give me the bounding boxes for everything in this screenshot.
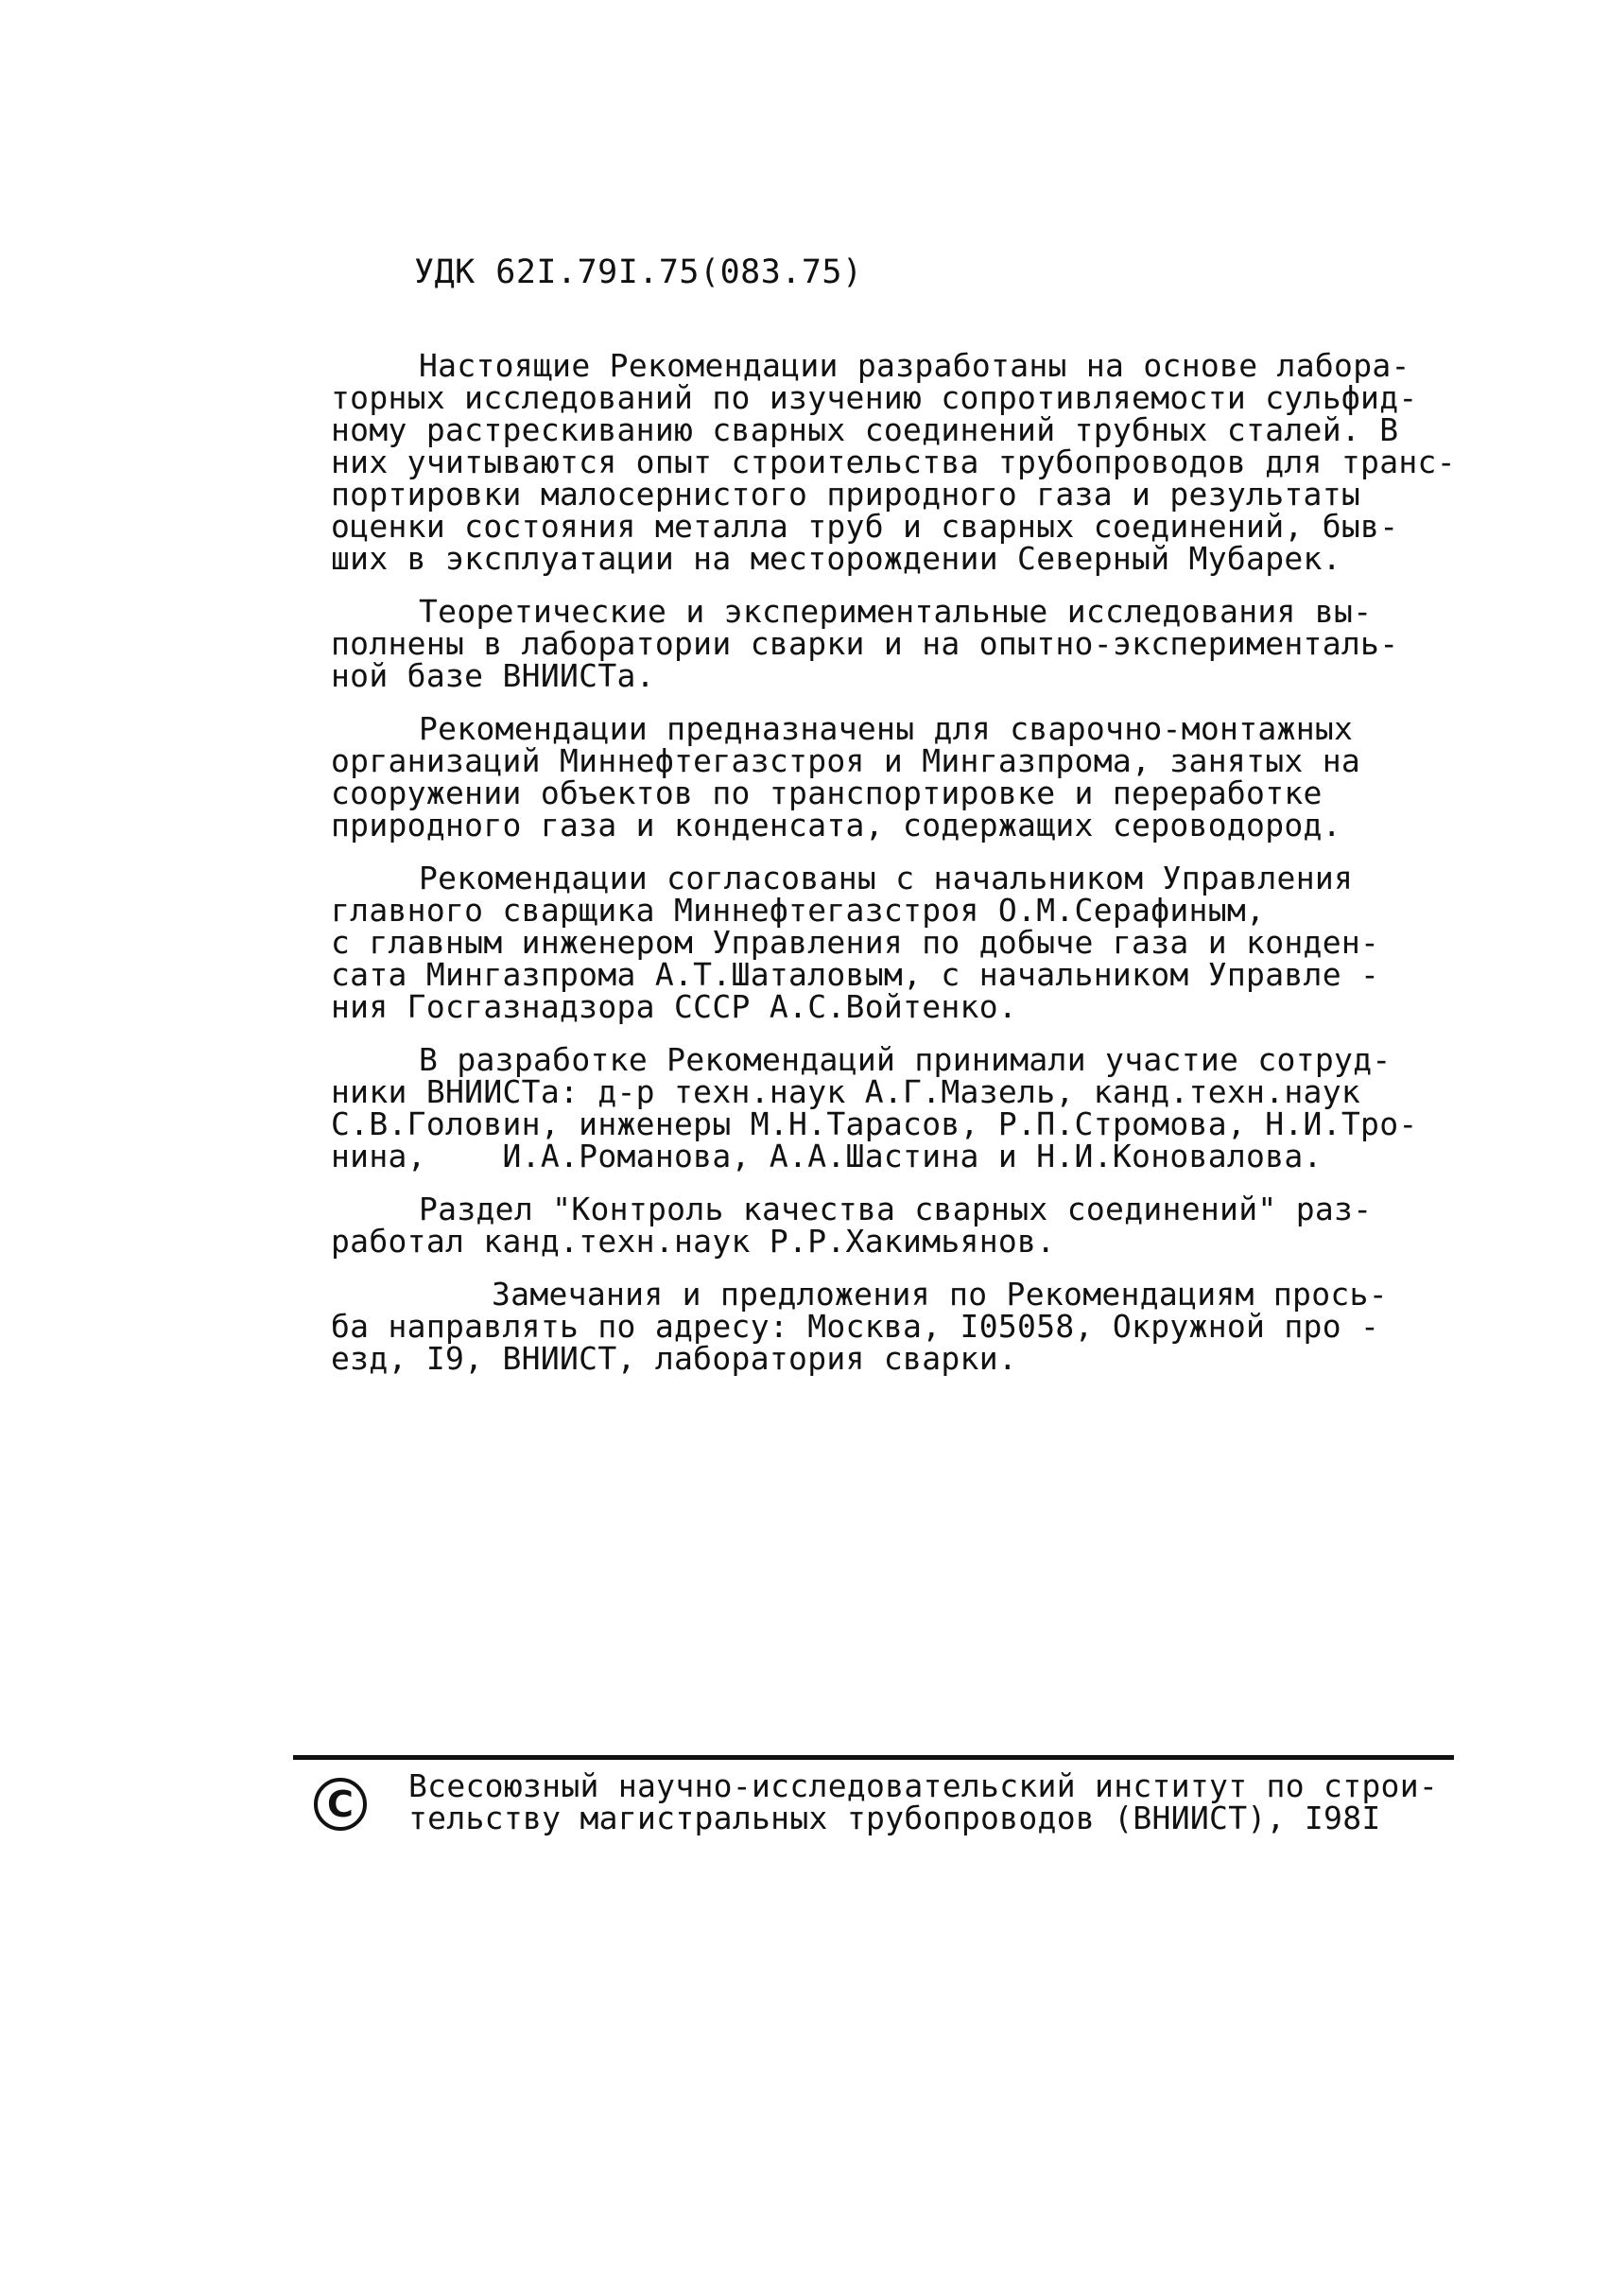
paragraph-line: В разработке Рекомендаций принимали участие сотруд- xyxy=(419,1041,1392,1078)
paragraph-research xyxy=(331,593,1446,694)
paragraph-line: полнены в лаборатории сварки и на опытно-эксперименталь- xyxy=(331,625,1399,662)
copyright-line: тельству магистральных трубопроводов (ВНИИСТ), I98I xyxy=(408,1800,1381,1836)
paragraph-line: них учитываются опыт строительства трубопроводов для транс- xyxy=(331,444,1456,480)
paragraph-line: портировки малосернистого природного газа и результаты xyxy=(331,476,1361,513)
paragraph-line: природного газа и конденсата, содержащих сероводород. xyxy=(331,807,1341,844)
paragraph-line: оценки состояния металла труб и сварных соединений, быв- xyxy=(331,508,1399,545)
paragraph-line: главного сварщика Миннефтегазстроя О.М.Серафиным, xyxy=(331,892,1266,929)
paragraph-section-author xyxy=(331,1193,1446,1258)
paragraph-approval xyxy=(331,862,1446,1023)
paragraph-line: Замечания и предложения по Рекомендациям прось- xyxy=(492,1276,1388,1313)
paragraph-line: ной базе ВНИИСТа. xyxy=(331,657,655,694)
udk-code: УДК 62I.79I.75(083.75) xyxy=(414,253,863,291)
paragraph-line: организаций Миннефтегазстроя и Мингазпрома, занятых на xyxy=(331,742,1361,779)
paragraph-purpose xyxy=(331,710,1446,844)
paragraph-contributors xyxy=(331,1041,1446,1174)
copyright-icon: C xyxy=(314,1778,367,1831)
paragraph-line: ники ВНИИСТа: д-р техн.наук А.Г.Мазель, канд.техн.наук xyxy=(331,1073,1361,1110)
paragraph-feedback xyxy=(331,1278,1446,1375)
paragraph-line: сата Мингазпрома А.Т.Шаталовым, с начальником Управле - xyxy=(331,956,1380,993)
paragraph-line: ному растрескиванию сварных соединений трубных сталей. В xyxy=(331,411,1399,448)
paragraph-line: ба направлять по адресу: Москва, I05058, Окружной про - xyxy=(331,1308,1380,1345)
paragraph-line: Рекомендации согласованы с начальником Управления xyxy=(419,860,1354,896)
paragraph-line: Рекомендации предназначены для сварочно-монтажных xyxy=(419,710,1354,747)
paragraph-line: езд, I9, ВНИИСТ, лаборатория сварки. xyxy=(331,1340,1018,1377)
paragraph-line: ших в эксплуатации на месторождении Северный Мубарек. xyxy=(331,540,1341,577)
paragraph-intro xyxy=(331,347,1456,577)
footer-divider xyxy=(293,1755,1454,1760)
copyright-notice xyxy=(408,1767,1458,1836)
paragraph-line: Настоящие Рекомендации разработаны на основе лабора- xyxy=(419,347,1410,384)
paragraph-line: Раздел "Контроль качества сварных соединений" раз- xyxy=(419,1191,1373,1227)
paragraph-line: с главным инженером Управления по добыче газа и конден- xyxy=(331,924,1380,961)
paragraph-line: нина, И.А.Романова, А.А.Шастина и Н.И.Коновалова. xyxy=(331,1138,1323,1174)
copyright-line: Всесоюзный научно-исследовательский институт по строи- xyxy=(408,1767,1439,1804)
paragraph-line: Теоретические и экспериментальные исследования вы- xyxy=(419,593,1373,630)
paragraph-line: торных исследований по изучению сопротивляемости сульфид- xyxy=(331,379,1418,416)
paragraph-line: работал канд.техн.наук Р.Р.Хакимьянов. xyxy=(331,1223,1056,1260)
paragraph-line: ния Госгазнадзора СССР А.С.Войтенко. xyxy=(331,988,1018,1025)
body-text xyxy=(331,347,1456,1396)
paragraph-line: сооружении объектов по транспортировке и переработке xyxy=(331,774,1323,811)
paragraph-line: С.В.Головин, инженеры М.Н.Тарасов, Р.П.Стромова, Н.И.Тро- xyxy=(331,1105,1418,1142)
